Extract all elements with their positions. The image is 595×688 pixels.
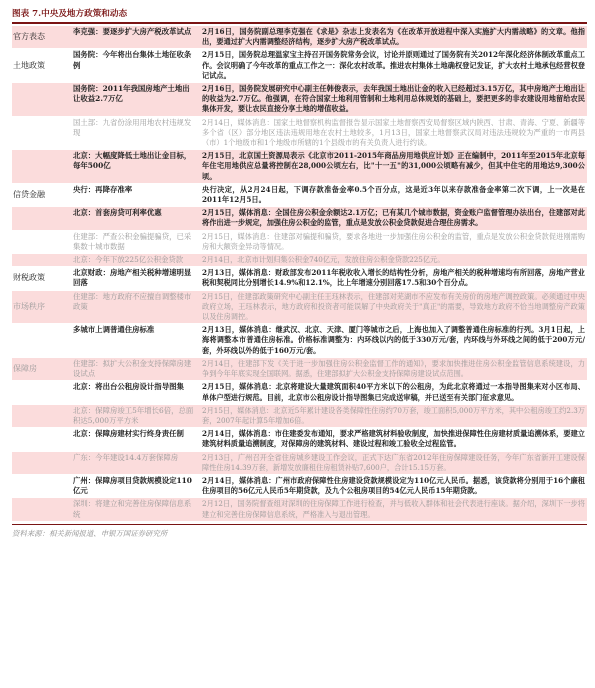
row-category: 保障房 [13, 364, 37, 374]
row-event: 北京：今年下放225亿公积金贷款 [73, 255, 184, 265]
figure-title: 图表 7.中央及地方政策和动态 [12, 9, 128, 19]
table-row [12, 184, 587, 207]
table-row [12, 475, 587, 498]
row-content: 2月15日，北京国土资源局表示《北京市2011-2015年商品房用地供应计划》正在编制中，2011年至2015年北京每年住宅用地供应总量将控制在28,000公顷左右，比"十一五"的31,000公顷略有减少，但其中住宅的用地达9,300公顷。 [202, 151, 585, 181]
row-event: 北京：保障房竣工5年增长6倍，总面积达5,000万平方米 [73, 405, 194, 425]
row-content: 2月16日，国务院发展研究中心副主任韩俊表示，去年我国土地出让金的收入已经超过3.15万亿，其中房地产土地出让的收益为2.7万亿。他强调，在符合国家土地利用管制和土地利用总体规划的基础上，要把更多的非农建设用地留给农民集体开发，要让农民直接分享土地的增值收益。 [202, 84, 585, 114]
table-row [12, 267, 587, 290]
row-category [12, 207, 70, 229]
bottom-divider [12, 524, 587, 525]
table-row [12, 498, 587, 521]
row-event: 国务院：今年将出台集体土地征收条例 [73, 50, 192, 70]
row-event: 国务院：2011年我国房地产土地出让收益2.7万亿 [73, 84, 190, 104]
row-content: 央行决定，从2月24日起，下调存款准备金率0.5个百分点，这是近3年以来存款准备金率第二次下调，上一次是在2011年12月5日。 [202, 184, 585, 205]
row-content: 2月14日，住建部下发《关于进一步加强住房公积金监督工作的通知》，要求加快推进住房公积金监管信息系统建设，力争到今年年底实现全国联网。据悉，住建部拟扩大公积金支持保障房建设试点范围。 [202, 358, 585, 379]
table-row [12, 381, 587, 404]
row-content: 2月14日，媒体消息：国家土地督察机构监督报告显示国家土地督察西安局督察区域内陕西、甘肃、青海、宁夏、新疆等多个省（区）部分地区违法违规用地在农村土地较多，1月13日，国家土地督察武汉局对违法违规较为严重的一市两县（市）1个地级市和1个地级市所辖的1个县级市的有关负责人进行约谈。 [202, 117, 585, 148]
row-content: 2月15日，媒体消息：住建部对骗提和骗贷，要求各地进一步加强住房公积金的监管，重点是发放公积金贷款促进刚需购房和大额资金异动等情况。 [202, 231, 585, 251]
row-content: 2月15日，国务院总理温家宝主持召开国务院常务会议，讨论并原则通过了国务院有关2012年深化经济体制改革重点工作。会议明确了今年改革的重点工作之一：深化农村改革。推进农村集体土地确权登记发证，扩大农村土地承包经营权登记试点。 [202, 50, 585, 80]
table-row [12, 26, 587, 49]
table-row [12, 428, 587, 451]
row-event: 住建部：地方政府不应擅自调整楼市政策 [73, 291, 192, 311]
row-event: 李克强：要逐步扩大房产税改革试点 [73, 27, 192, 36]
row-event: 广州：保障房项目贷款规模设定110亿元 [73, 475, 192, 496]
row-category [12, 405, 70, 427]
row-category [12, 475, 70, 497]
table-row [12, 291, 587, 325]
row-event: 多城市上调普通住房标准 [73, 325, 155, 335]
row-content: 2月13日，媒体消息：继武汉、北京、天津、厦门等城市之后，上海也加入了调整普通住房标准的行列。3月1日起，上海将调整本市普通住房标准。价格标准调整为：内环线以内的低于330万元/套，内环线与外环线之间的低于200万元/套，外环线以外的低于160万元/套。 [202, 325, 585, 355]
table-row [12, 324, 587, 358]
row-content: 2月12日，国务院督查组对深圳的住房保障工作进行检查，并与低收入群体和社会代表进行座谈。据介绍，深圳下一步将建立和完善住房保障信息系统，严格准入与退出管理。 [202, 499, 585, 519]
row-category [12, 452, 70, 474]
title-divider [12, 22, 587, 24]
row-category: 官方表态 [13, 32, 45, 42]
table-row [12, 49, 587, 83]
row-content: 2月14日，媒体消息：广州市政府保障性住房建设贷款规模设定为110亿元人民币。据悉，该贷款将分别用于16个廉租住房项目的56亿元人民币5年期贷款，及九个公租房项目的54亿元人民币15年期贷款。 [202, 475, 585, 496]
row-event: 深圳：将建立和完善住房保障信息系统 [73, 499, 192, 519]
row-event: 广东：今年建设14.4万套保障房 [73, 452, 179, 462]
row-category [12, 83, 70, 116]
table-row [12, 254, 587, 267]
table-row [12, 405, 587, 428]
row-event: 北京财政：房地产相关税种增速明显回落 [73, 268, 192, 288]
row-category [12, 254, 70, 266]
row-category: 财税政策 [13, 273, 45, 283]
row-category [12, 428, 70, 450]
row-category: 市场秩序 [13, 301, 45, 311]
policy-table [12, 26, 587, 522]
row-content: 2月15日，住建部政策研究中心副主任王珏林表示，住建部对芜湖市不应发布有关房价的房地产调控政策。必须通过中央政府立场，王珏林表示，地方政府和投资者可能误解了中央政府关于"真正"的需要，导致地方政府不恰当地调整房产政策以及住房调控。 [202, 291, 585, 322]
row-category: 信贷金融 [13, 190, 45, 200]
source-note: 资料来源：相关新闻报道、申银万国证券研究所 [12, 528, 168, 538]
row-event: 国土部：九省份涂用用地农村违规发现 [73, 117, 192, 137]
row-event: 住建部：拟扩大公积金支持保障房建设试点 [73, 358, 192, 379]
row-content: 2月14日，北京市计划归集公积金740亿元，发放住房公积金贷款225亿元。 [202, 255, 445, 265]
row-event: 北京：保障房建材实行终身责任制 [73, 429, 184, 439]
table-row [12, 358, 587, 381]
row-category: 土地政策 [13, 60, 45, 70]
row-category [12, 150, 70, 183]
row-event: 北京：首套房贷可利率优惠 [73, 208, 162, 218]
row-content: 2月15日，媒体消息：北京将建设大量建筑面积40平方米以下的公租房，为此北京将通过一本指导图集来对小区布局、单体户型进行规范。目前，北京市公租房设计指导图集已完成送审稿，并已送至有关部门征求意见。 [202, 382, 585, 402]
row-content: 2月14日，媒体消息：市住建委发布通知，要求严格建筑材料验收制度，加快推进保障性住房建材质量追溯体系，要建立建筑材料质量追溯制度，对保障房的建筑材料、建设过程和竣工验收全过程监管。 [202, 429, 585, 449]
row-content: 2月16日，国务院副总理李克强在《求是》杂志上发表名为《在改革开放进程中深入实施扩大内需战略》的文章。他指出，要通过扩大内需调整经济结构，逐步扩大房产税改革试点。 [202, 27, 585, 47]
table-row [12, 231, 587, 254]
table-row [12, 207, 587, 230]
row-content: 2月13日，广州召开全省住房城乡建设工作会议，正式下达广东省2012年住房保障建设任务，今年广东省新开工建设保障性住房14.39万套，新增发放廉租住房租赁补贴7,600户，合计15.15万套。 [202, 452, 585, 472]
table-row [12, 117, 587, 151]
table-row [12, 83, 587, 117]
row-category [12, 381, 70, 403]
row-event: 住建部：严查公积金骗提骗贷，已采集数十城市数据 [73, 231, 192, 251]
table-row [12, 452, 587, 475]
row-content: 2月13日，媒体消息：财政部发布2011年税收收入增长的结构性分析，房地产相关的税种增速均有所回落，房地产营业税和契税同比分别增长14.9%和12.1%，比上年增速分别回落17.5和30个百分点。 [202, 268, 585, 288]
row-category [12, 231, 70, 253]
row-event: 央行：再降存准率 [73, 184, 133, 194]
table-row [12, 150, 587, 184]
row-event: 北京：大幅度降低土地出让金目标，每年500亿 [73, 151, 192, 171]
row-content: 2月15日，媒体消息：北京近5年累计建设各类保障性住房约70万套，竣工面积5,000万平方米，其中公租房竣工约2.3万套，2007年起计算5年增加6倍。 [202, 405, 585, 425]
row-category [12, 324, 70, 357]
row-content: 2月15日，媒体消息：全国住房公积金余额达2.1万亿；已有某几个城市数据，资金账户监督管理办法出台，住建部对此将作出进一步规定，加强住房公积金的监管，重点是发放公积金贷款促进合理住房需求。 [202, 208, 585, 228]
row-category [12, 117, 70, 150]
row-event: 北京：将出台公租房设计指导图集 [73, 382, 184, 392]
row-category [12, 498, 70, 520]
